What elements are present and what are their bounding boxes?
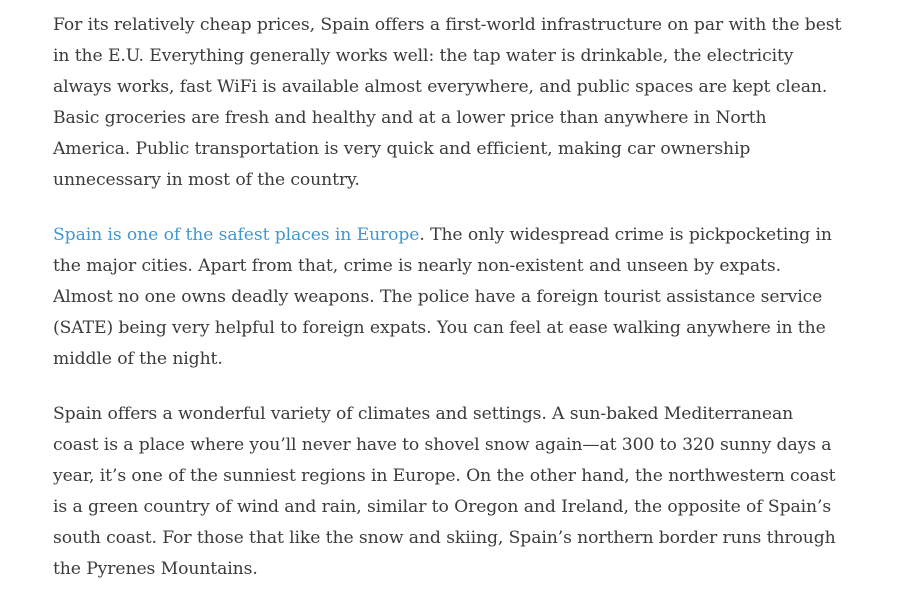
paragraph-text: Spain offers a wonderful variety of climates and settings. A sun-baked Mediterranean coast is a place where you’ll never have to shovel snow again—at 300 to 320 sunny days a year, it’s one of the sunniest regions in Europe. On the other hand, the northwestern coast is a green country of wind and rain, similar to Oregon and Ireland, the opposite of Spain’s south coast. For those that like the snow and skiing, Spain’s northern border runs through the Pyrenes Mountains. bbox=[53, 404, 836, 579]
article-body bbox=[53, 10, 843, 609]
paragraph-text: For its relatively cheap prices, Spain offers a first-world infrastructure on par with the best in the E.U. Everything generally works well: the tap water is drinkable, the electricity always works, fast WiFi is available almost everywhere, and public spaces are kept clean. Basic groceries are fresh and healthy and at a lower price than anywhere in North America. Public transportation is very quick and efficient, making car ownership unnecessary in most of the country. bbox=[53, 15, 842, 190]
paragraph-safety bbox=[53, 220, 843, 375]
paragraph-text: . The only widespread crime is pickpocketing in the major cities. Apart from that, crime is nearly non-existent and unseen by expats. Almost no one owns deadly weapons. The police have a foreign tourist assistance service (SATE) being very helpful to foreign expats. You can feel at ease walking anywhere in the middle of the night. bbox=[53, 225, 832, 369]
paragraph-infrastructure bbox=[53, 10, 843, 196]
safest-places-link[interactable]: Spain is one of the safest places in Europe bbox=[53, 225, 420, 245]
paragraph-climate bbox=[53, 399, 843, 585]
